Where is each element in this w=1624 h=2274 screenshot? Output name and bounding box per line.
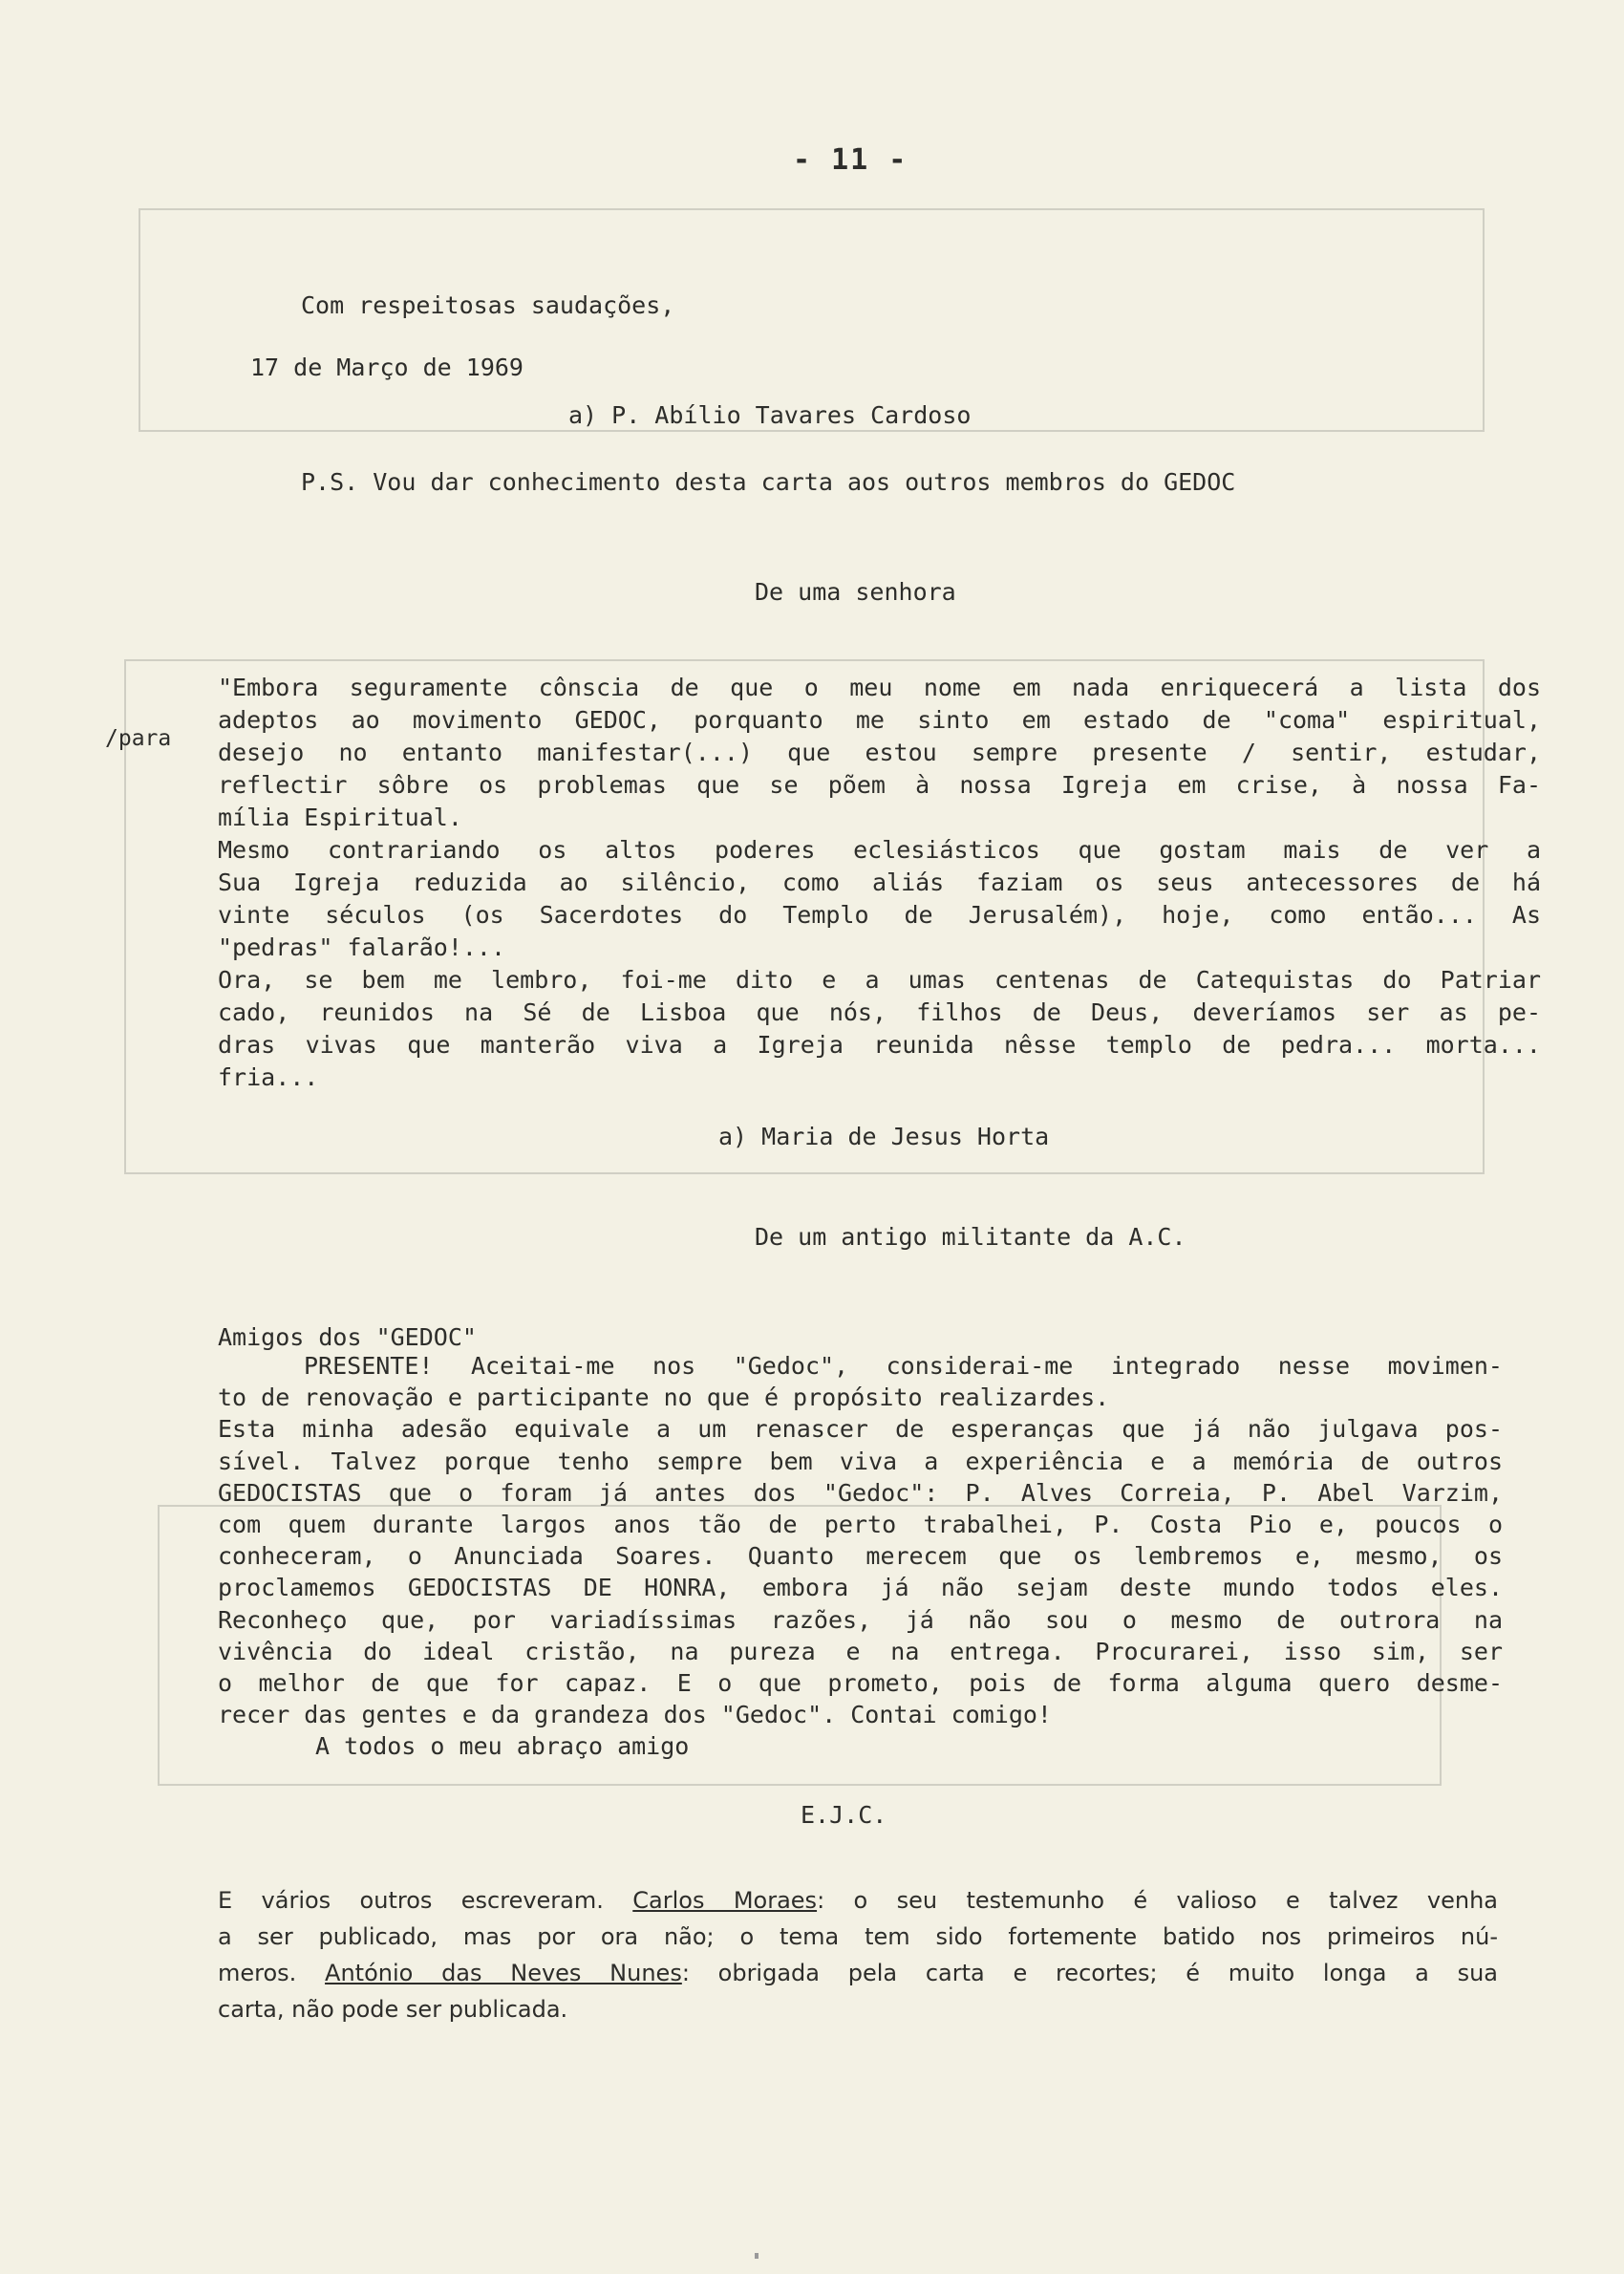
letter3-line: GEDOCISTAS que o foram já antes dos "Gedoc": P. Alves Correia, P. Abel Varzim, — [218, 1478, 1503, 1507]
letter2-line: dras vivas que manterão viva a Igreja reunida nêsse templo de pedra... morta... — [218, 1031, 1541, 1059]
letter2-line: "Embora seguramente cônscia de que o meu nome em nada enriquecerá a lista dos — [218, 674, 1541, 701]
letter1-postscript: P.S. Vou dar conhecimento desta carta aos outros membros do GEDOC — [301, 468, 1236, 496]
letter3-line: recer das gentes e da grandeza dos "Gedoc". Contai comigo! — [218, 1701, 1052, 1729]
letter2-line: Sua Igreja reduzida ao silêncio, como aliás faziam os seus antecessores de há — [218, 869, 1541, 896]
letter1-date: 17 de Março de 1969 — [250, 354, 524, 381]
letter3-line: vivência do ideal cristão, na pureza e na entrega. Procurarei, isso sim, ser — [218, 1637, 1503, 1665]
footer-line: meros. António das Neves Nunes: obrigada pela carta e recortes; é muito longa a sua — [218, 1960, 1499, 1986]
letter1-greeting: Com respeitosas saudações, — [301, 291, 675, 319]
letter2-line: cado, reunidos na Sé de Lisboa que nós, filhos de Deus, deveríamos ser as pe- — [218, 998, 1541, 1026]
letter3-line: A todos o meu abraço amigo — [315, 1732, 690, 1761]
underlined-name: António das Neves Nunes — [325, 1960, 682, 1986]
letter2-line: reflectir sôbre os problemas que se põem à nossa Igreja em crise, à nossa Fa- — [218, 771, 1541, 799]
letter2-line: fria... — [218, 1063, 319, 1091]
page-number: - 11 - — [793, 143, 908, 177]
letter2-line: desejo no entanto manifestar(...) que estou sempre presente / sentir, estudar, — [218, 739, 1541, 766]
letter3-salutation: Amigos dos "GEDOC" — [218, 1323, 477, 1351]
letter1-signature: a) P. Abílio Tavares Cardoso — [568, 401, 972, 429]
margin-note: /para — [105, 726, 172, 751]
scan-mark — [755, 2253, 759, 2259]
footer-line: a ser publicado, mas por ora não; o tema tem sido fortemente batido nos primeiros nú- — [218, 1923, 1498, 1950]
letter2-heading: De uma senhora — [755, 578, 956, 606]
footer-line: E vários outros escreveram. Carlos Moraes: o seu testemunho é valioso e talvez venha — [218, 1887, 1498, 1914]
letter3-line: proclamemos GEDOCISTAS DE HONRA, embora já não sejam deste mundo todos eles. — [218, 1574, 1503, 1602]
letter2-line: vinte séculos (os Sacerdotes do Templo de Jerusalém), hoje, como então... As — [218, 901, 1541, 929]
letter3-line: Reconheço que, por variadíssimas razões, já não sou o mesmo de outrora na — [218, 1605, 1503, 1634]
letter3-line: sível. Talvez porque tenho sempre bem viva a experiência e a memória de outros — [218, 1447, 1503, 1475]
letter3-heading: De um antigo militante da A.C. — [755, 1223, 1186, 1251]
letter2-line: Ora, se bem me lembro, foi-me dito e a umas centenas de Catequistas do Patriar — [218, 966, 1541, 994]
letter3-line: PRESENTE! Aceitai-me nos "Gedoc", considerai-me integrado nesse movimen- — [304, 1352, 1503, 1380]
letter3-line: conheceram, o Anunciada Soares. Quanto merecem que os lembremos e, mesmo, os — [218, 1542, 1503, 1571]
bleed-through-box-top — [139, 208, 1485, 432]
letter2-line: Mesmo contrariando os altos poderes eclesiásticos que gostam mais de ver a — [218, 836, 1541, 864]
letter2-line: "pedras" falarão!... — [218, 933, 506, 961]
footer-line: carta, não pode ser publicada. — [218, 1996, 568, 2023]
underlined-name: Carlos Moraes — [632, 1887, 818, 1914]
letter3-line: Esta minha adesão equivale a um renascer de esperanças que já não julgava pos- — [218, 1415, 1503, 1444]
letter2-line: mília Espiritual. — [218, 804, 462, 831]
letter3-signature: E.J.C. — [801, 1801, 887, 1829]
letter3-line: to de renovação e participante no que é propósito realizardes. — [218, 1384, 1110, 1412]
letter3-line: o melhor de que for capaz. E o que prometo, pois de forma alguma quero desme- — [218, 1669, 1503, 1697]
letter3-line: com quem durante largos anos tão de perto trabalhei, P. Costa Pio e, poucos o — [218, 1511, 1503, 1538]
letter2-signature: a) Maria de Jesus Horta — [718, 1123, 1050, 1150]
letter2-line: adeptos ao movimento GEDOC, porquanto me sinto em estado de "coma" espiritual, — [218, 706, 1541, 734]
